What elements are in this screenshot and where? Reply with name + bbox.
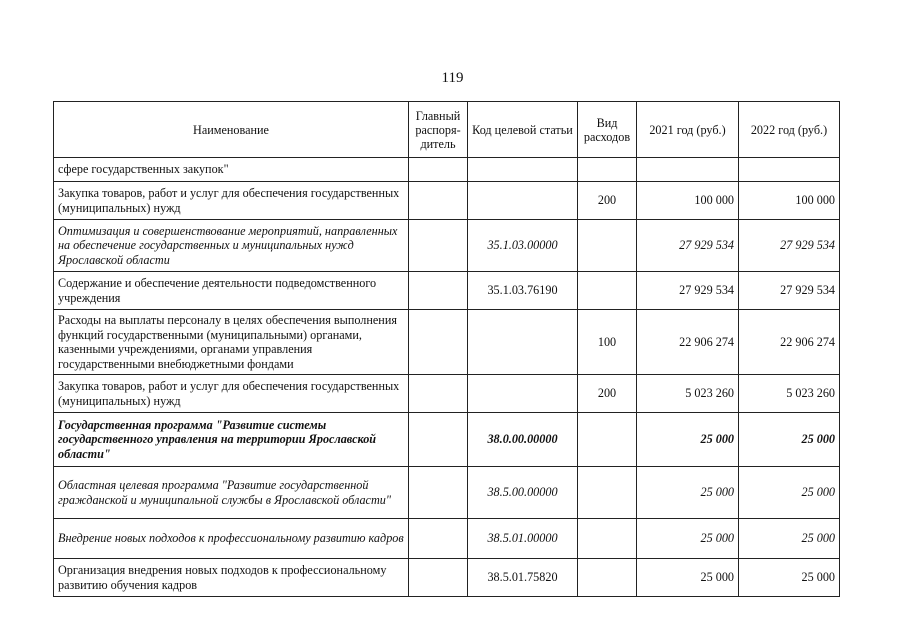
page-number: 119: [441, 70, 464, 86]
cell-year-2022: 5 023 260: [739, 375, 840, 413]
cell-year-2021: 22 906 274: [637, 310, 739, 375]
table-row: [54, 272, 840, 310]
header-main-manager: Главный распоря- дитель: [409, 102, 468, 158]
cell-year-2022: 25 000: [739, 519, 840, 559]
cell-year-2022: 25 000: [739, 413, 840, 467]
table-row: [54, 519, 840, 559]
header-year-2021: 2021 год (руб.): [637, 102, 739, 158]
cell-expense-type: 100: [578, 310, 637, 375]
cell-year-2022: 25 000: [739, 467, 840, 519]
cell-expense-type: [578, 519, 637, 559]
cell-main-manager: [409, 413, 468, 467]
cell-year-2021: 25 000: [637, 467, 739, 519]
cell-name: Содержание и обеспечение деятельности подведомственного учреждения: [54, 272, 409, 310]
cell-year-2022: 22 906 274: [739, 310, 840, 375]
cell-main-manager: [409, 375, 468, 413]
cell-year-2021: 25 000: [637, 413, 739, 467]
header-name: Наименование: [54, 102, 409, 158]
cell-name: Областная целевая программа "Развитие государственной гражданской и муниципальной службы в Ярославской области": [54, 467, 409, 519]
cell-target-code: 35.1.03.00000: [468, 220, 578, 272]
cell-year-2022: 25 000: [739, 559, 840, 597]
cell-name: Оптимизация и совершенствование мероприятий, направленных на обеспечение государственных и муниципальных нужд Ярославской области: [54, 220, 409, 272]
cell-target-code: 38.5.00.00000: [468, 467, 578, 519]
table-row: [54, 220, 840, 272]
table-row: [54, 413, 840, 467]
table-header-row: [54, 102, 840, 158]
cell-year-2021: 25 000: [637, 519, 739, 559]
table-row: [54, 310, 840, 375]
table-row: [54, 375, 840, 413]
cell-target-code: 38.5.01.00000: [468, 519, 578, 559]
cell-main-manager: [409, 559, 468, 597]
cell-expense-type: [578, 559, 637, 597]
cell-year-2021: 25 000: [637, 559, 739, 597]
cell-name: Закупка товаров, работ и услуг для обеспечения государственных (муниципальных) нужд: [54, 375, 409, 413]
cell-year-2021: [637, 158, 739, 182]
cell-year-2022: [739, 158, 840, 182]
cell-year-2022: 100 000: [739, 182, 840, 220]
cell-expense-type: 200: [578, 182, 637, 220]
cell-year-2021: 27 929 534: [637, 272, 739, 310]
cell-target-code: [468, 182, 578, 220]
cell-main-manager: [409, 310, 468, 375]
cell-expense-type: [578, 272, 637, 310]
table-row: [54, 182, 840, 220]
cell-expense-type: [578, 220, 637, 272]
cell-year-2021: 5 023 260: [637, 375, 739, 413]
cell-expense-type: [578, 467, 637, 519]
cell-year-2021: 100 000: [637, 182, 739, 220]
cell-name: сфере государственных закупок": [54, 158, 409, 182]
cell-name: Расходы на выплаты персоналу в целях обеспечения выполнения функций государственными (муниципальными) органами, казенными учреждениями, органами управления государственными внебюджетными фондами: [54, 310, 409, 375]
header-year-2022: 2022 год (руб.): [739, 102, 840, 158]
cell-name: Внедрение новых подходов к профессиональному развитию кадров: [54, 519, 409, 559]
cell-expense-type: [578, 413, 637, 467]
table-row: [54, 559, 840, 597]
cell-target-code: [468, 310, 578, 375]
cell-name: Закупка товаров, работ и услуг для обеспечения государственных (муниципальных) нужд: [54, 182, 409, 220]
cell-main-manager: [409, 467, 468, 519]
cell-target-code: [468, 158, 578, 182]
cell-main-manager: [409, 158, 468, 182]
cell-target-code: 38.5.01.75820: [468, 559, 578, 597]
cell-target-code: 38.0.00.00000: [468, 413, 578, 467]
header-expense-type: Вид расходов: [578, 102, 637, 158]
header-target-code: Код целевой статьи: [468, 102, 578, 158]
cell-name: Организация внедрения новых подходов к профессиональному развитию обучения кадров: [54, 559, 409, 597]
cell-main-manager: [409, 272, 468, 310]
cell-year-2021: 27 929 534: [637, 220, 739, 272]
cell-year-2022: 27 929 534: [739, 272, 840, 310]
cell-main-manager: [409, 220, 468, 272]
cell-main-manager: [409, 182, 468, 220]
cell-name: Государственная программа "Развитие системы государственного управления на территории Ярославской области": [54, 413, 409, 467]
cell-expense-type: [578, 158, 637, 182]
cell-target-code: [468, 375, 578, 413]
table-row: [54, 158, 840, 182]
cell-target-code: 35.1.03.76190: [468, 272, 578, 310]
cell-main-manager: [409, 519, 468, 559]
budget-table: [53, 101, 840, 597]
cell-year-2022: 27 929 534: [739, 220, 840, 272]
cell-expense-type: 200: [578, 375, 637, 413]
table-row: [54, 467, 840, 519]
